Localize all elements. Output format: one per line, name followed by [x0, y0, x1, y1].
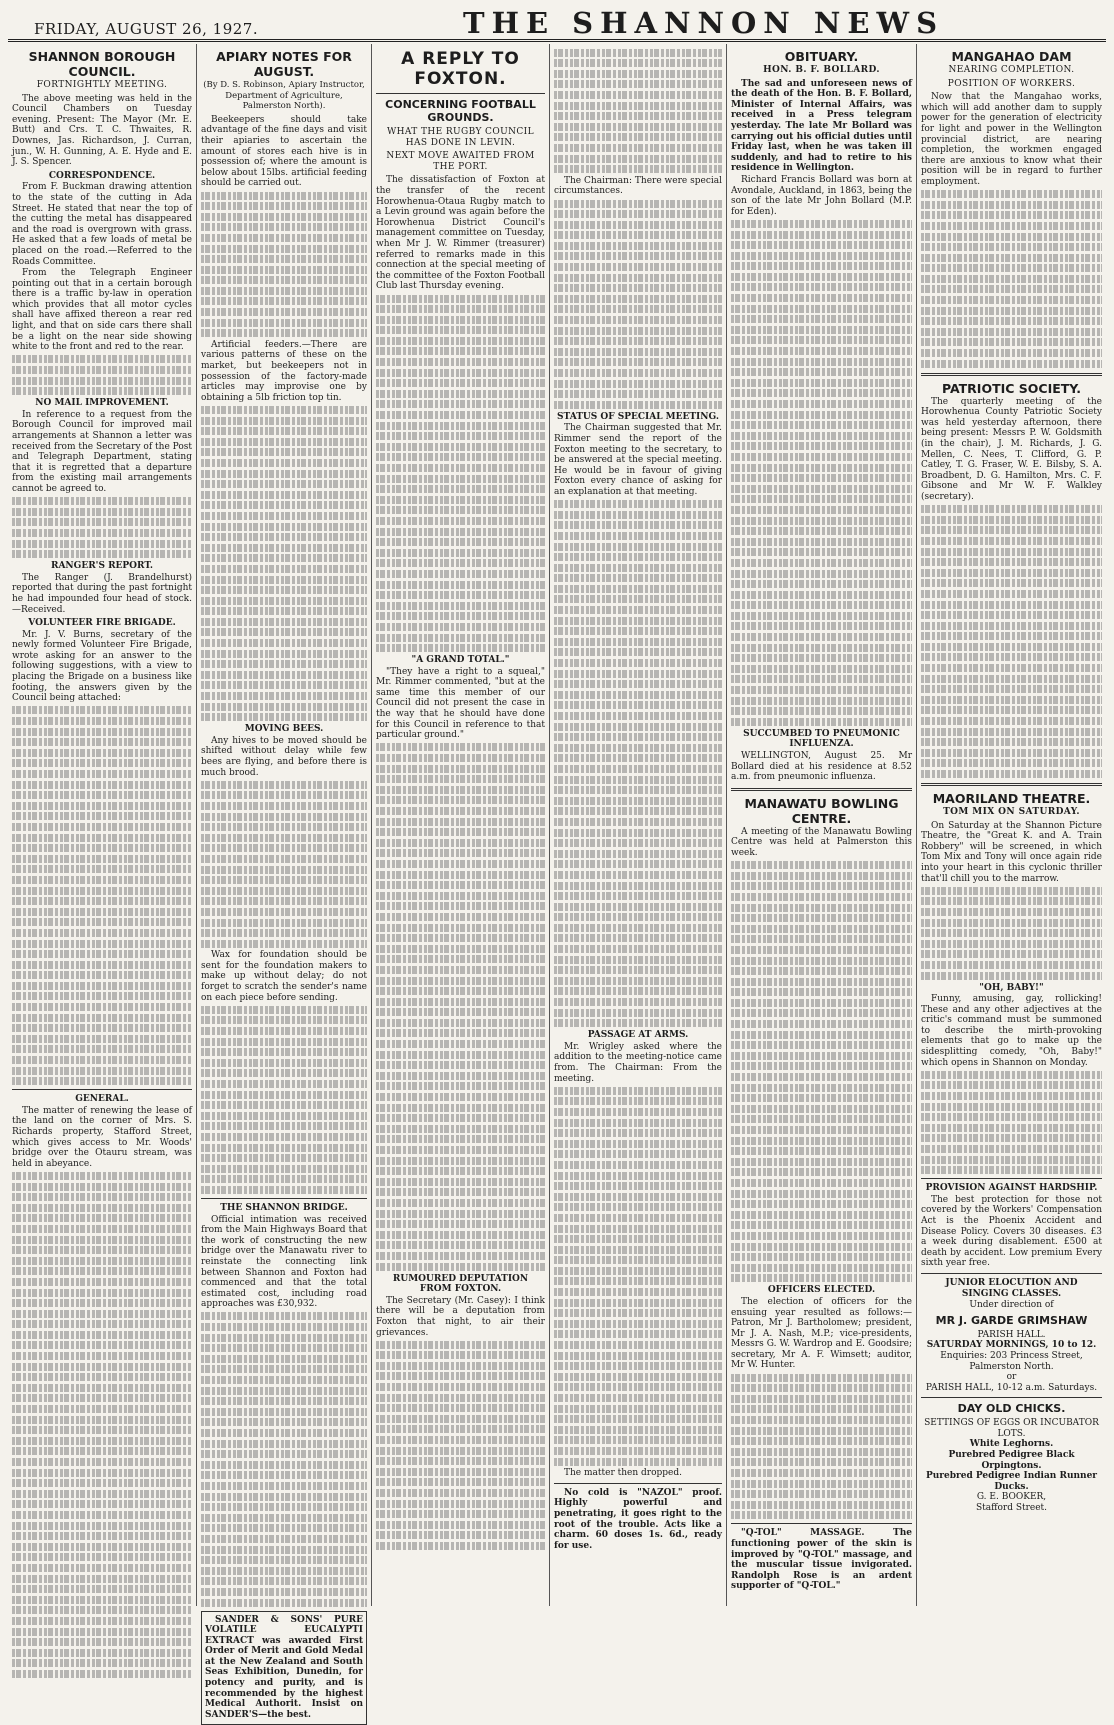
column-4	[549, 44, 726, 1606]
article-paragraph: Official intimation was received from the Main Highways Board that the work of constructing the new bridge over the Manawatu river to reinstate the connecting link between Shannon and Foxton had commenced and that the total estimated cost, including road approaches was £30,932.	[201, 1215, 367, 1310]
divider	[12, 1089, 192, 1090]
text-filler	[12, 355, 192, 395]
article-paragraph: Wax for foundation should be sent for the foundation makers to make up without delay; do not forget to scratch the sender's name on each piece before sending.	[201, 950, 367, 1003]
advertisement-text: SANDER & SONS' PURE VOLATILE EUCALYPTI EXTRACT was awarded First Order of Merit and Gold Medal at the New Zealand and South Seas Exhibition, Dunedin, for potency and purity, and is recommended by the highest Medical Authorit. Insist on SANDER'S—the best.	[205, 1615, 363, 1721]
text-filler	[731, 861, 912, 1282]
text-filler	[921, 887, 1102, 980]
advertisement-text: Stafford Street.	[921, 1503, 1102, 1514]
article-paragraph: The sad and unforeseen news of the death of the Hon. B. F. Bollard, Minister of Internal Affairs, was received in a Press telegram yesterday. The late Mr Bollard was carrying out his official duties until Friday last, when he was taken ill suddenly, and had to retire to his residence in Wellington.	[731, 79, 912, 174]
advertisement-text: PARISH HALL.	[921, 1330, 1102, 1341]
section-heading: VOLUNTEER FIRE BRIGADE.	[12, 618, 192, 629]
divider	[731, 788, 912, 791]
advertisement-text: White Leghorns.	[921, 1439, 1102, 1450]
text-filler	[12, 706, 192, 1085]
section-heading: "A GRAND TOTAL."	[376, 655, 545, 666]
text-filler	[921, 1071, 1102, 1174]
article-paragraph: Now that the Mangahao works, which will add another dam to supply power for the generation of electricity for light and power in the Wellington provincial district, are nearing completion, the workmen engaged there are anxious to know what their position will be in regard to further employment.	[921, 92, 1102, 187]
text-filler	[554, 200, 722, 409]
article-paragraph: WELLINGTON, August 25. Mr Bollard died at his residence at 8.52 a.m. from pneumonic influenza.	[731, 751, 912, 783]
article-paragraph: In reference to a request from the Borough Council for improved mail arrangements at Shannon a letter was received from the Secretary of the Post and Telegraph Department, stating that it is regretted that a departure from the existing mail arrangements cannot be agreed to.	[12, 410, 192, 495]
article-heading: MAORILAND THEATRE.	[921, 791, 1102, 806]
article-paragraph: A meeting of the Manawatu Bowling Centre was held at Palmerston this week.	[731, 827, 912, 859]
article-heading: PATRIOTIC SOCIETY.	[921, 381, 1102, 396]
section-heading: PASSAGE AT ARMS.	[554, 1030, 722, 1041]
masthead	[8, 6, 1106, 42]
divider	[921, 1397, 1102, 1398]
advertisement-text: No cold is "NAZOL" proof. Highly powerful and penetrating, it goes right to the root of the trouble. Acts like a charm. 60 doses 1s. 6d., ready for use.	[554, 1488, 722, 1552]
text-filler	[201, 192, 367, 338]
article-paragraph: The matter then dropped.	[554, 1468, 722, 1479]
column-3	[371, 44, 549, 1606]
newspaper-title: THE SHANNON NEWS	[463, 6, 944, 40]
article-paragraph: The matter of renewing the lease of the land on the corner of Mrs. S. Richards property, Stafford Street, which gives access to Mr. Woods' bridge over the Otauru stream, was held in abeyance.	[12, 1106, 192, 1170]
article-subheading: HON. B. F. BOLLARD.	[731, 65, 912, 76]
advertisement	[201, 1611, 367, 1725]
article-heading: A REPLY TO FOXTON.	[376, 49, 545, 89]
article-paragraph: The Secretary (Mr. Casey): I think there will be a deputation from Foxton that night, to air their grievances.	[376, 1296, 545, 1338]
advertisement-name: MR J. GARDE GRIMSHAW	[921, 1314, 1102, 1327]
article-paragraph: On Saturday at the Shannon Picture Theatre, the "Great K. and A. Train Robbery" will be screened, in which Tom Mix and Tony will once again ride into your heart in this cyclonic thriller that'll chill you to the marrow.	[921, 821, 1102, 885]
article-paragraph: Richard Francis Bollard was born at Avondale, Auckland, in 1863, being the son of the late Mr John Bollard (M.P. for Eden).	[731, 175, 912, 217]
article-paragraph: From the Telegraph Engineer pointing out that in a certain borough there is a traffic by-law in operation which provides that all motor cycles shall have affixed thereon a rear red light, and that on side cars there shall be a light on the near side showing white to the front and red to the rear.	[12, 268, 192, 353]
article-paragraph: Mr. Wrigley asked where the addition to the meeting-notice came from. The Chairman: From the meeting.	[554, 1042, 722, 1084]
article-deck: POSITION OF WORKERS.	[921, 79, 1102, 90]
article-paragraph: The Chairman: There were special circumstances.	[554, 176, 722, 197]
section-heading: OFFICERS ELECTED.	[731, 1285, 912, 1296]
advertisement-heading: JUNIOR ELOCUTION AND SINGING CLASSES.	[921, 1278, 1102, 1299]
article-paragraph: Mr. J. V. Burns, secretary of the newly formed Volunteer Fire Brigade, wrote asking for an answer to the following suggestions, with a view to placing the Brigade on a business like footing, the answers given by the Council being attached:	[12, 630, 192, 704]
advertisement-text: SETTINGS OF EGGS OR INCUBATOR LOTS.	[921, 1418, 1102, 1439]
article-paragraph: Funny, amusing, gay, rollicking! These and any other adjectives at the critic's command must be summoned to describe the mirth-provoking elements that go to make up the sidesplitting comedy, "Oh, Baby!" which opens in Shannon on Monday.	[921, 994, 1102, 1068]
advertisement-heading: PROVISION AGAINST HARDSHIP.	[921, 1183, 1102, 1194]
column-6	[916, 44, 1106, 1606]
section-heading: GENERAL.	[12, 1094, 192, 1105]
article-paragraph: The Ranger (J. Brandelhurst) reported that during the past fortnight he had impounded four head of stock.—Received.	[12, 573, 192, 615]
article-subheading: CONCERNING FOOTBALL GROUNDS.	[376, 98, 545, 124]
advertisement-text: or	[921, 1372, 1102, 1383]
text-filler	[12, 1172, 192, 1678]
section-heading: CORRESPONDENCE.	[12, 171, 192, 182]
advertisement-text: "Q-TOL" MASSAGE. The functioning power of the skin is improved by "Q-TOL" massage, and the muscular tissue invigorated. Randolph Rose is an ardent supporter of "Q-TOL."	[731, 1528, 912, 1592]
text-filler	[554, 49, 722, 174]
divider	[921, 1178, 1102, 1179]
section-heading: NO MAIL IMPROVEMENT.	[12, 398, 192, 409]
section-heading: "OH, BABY!"	[921, 983, 1102, 994]
advertisement-text: Enquiries: 203 Princess Street, Palmerston North.	[921, 1351, 1102, 1372]
advertisement-text: SATURDAY MORNINGS, 10 to 12.	[921, 1340, 1102, 1351]
article-heading: SHANNON BOROUGH COUNCIL.	[12, 49, 192, 79]
section-heading: MOVING BEES.	[201, 724, 367, 735]
article-deck: WHAT THE RUGBY COUNCIL HAS DONE IN LEVIN.	[376, 127, 545, 148]
text-filler	[921, 505, 1102, 778]
advertisement-text: Under direction of	[921, 1300, 1102, 1311]
article-byline: (By D. S. Robinson, Apiary Instructor, Department of Agriculture, Palmerston North).	[201, 80, 367, 112]
article-heading: OBITUARY.	[731, 49, 912, 64]
article-paragraph: The quarterly meeting of the Horowhenua County Patriotic Society was held yesterday afternoon, there being present: Messrs P. W. Goldsmith (in the chair), J. M. Richards, J. G. Mellen, C. Nees, T. Clifford, G. P. Catley, T. G. Fraser, W. E. Bilsby, S. A. Broadbent, D. G. Hamilton, Mrs. C. F. Gibsone and Mr W. F. Walkley (secretary).	[921, 397, 1102, 503]
text-filler	[376, 1341, 545, 1550]
text-filler	[201, 406, 367, 721]
section-heading: SUCCUMBED TO PNEUMONIC INFLUENZA.	[731, 729, 912, 750]
article-heading: MANAWATU BOWLING CENTRE.	[731, 796, 912, 826]
advertisement-text: PARISH HALL, 10-12 a.m. Saturdays.	[921, 1383, 1102, 1394]
article-paragraph: From F. Buckman drawing attention to the state of the cutting in Ada Street. He stated that near the top of the cutting the metal has disappeared and the road is overgrown with grass. He asked that a few loads of metal be placed on the road.—Referred to the Roads Committee.	[12, 182, 192, 267]
article-heading: MANGAHAO DAM	[921, 49, 1102, 64]
article-paragraph: The election of officers for the ensuing year resulted as follows:—Patron, Mr J. Bartholomew; president, Mr J. A. Nash, M.P.; vice-presidents, Messrs G. W. Wardrop and E. Goodsire; secretary, Mr A. F. Wimsett; auditor, Mr W. Hunter.	[731, 1297, 912, 1371]
divider	[201, 1198, 367, 1199]
text-filler	[201, 1006, 367, 1194]
article-subheading: FORTNIGHTLY MEETING.	[12, 80, 192, 91]
article-paragraph: The Chairman suggested that Mr. Rimmer send the report of the Foxton meeting to the secretary, to be answered at the special meeting. He would be in favour of giving Foxton every chance of asking for an explanation at that meeting.	[554, 423, 722, 497]
section-heading: RUMOURED DEPUTATION FROM FOXTON.	[376, 1274, 545, 1295]
divider	[376, 93, 545, 94]
article-paragraph: The dissatisfaction of Foxton at the transfer of the recent Horowhenua-Otaua Rugby match to a Levin ground was again before the Horowhenua District Council's management committee on Tuesday, when Mr J. W. Rimmer (treasurer) referred to remarks made in this connection at the special meeting of the committee of the Foxton Football Club last Thursday evening.	[376, 175, 545, 292]
newspaper-page	[8, 44, 1106, 1606]
issue-date: FRIDAY, AUGUST 26, 1927.	[34, 20, 258, 38]
divider	[731, 1523, 912, 1524]
article-subheading: NEARING COMPLETION.	[921, 65, 1102, 76]
article-deck: NEXT MOVE AWAITED FROM THE PORT.	[376, 151, 545, 172]
advertisement-text: G. E. BOOKER,	[921, 1492, 1102, 1503]
text-filler	[201, 781, 367, 948]
article-paragraph: Artificial feeders.—There are various patterns of these on the market, but beekeepers not in possession of the factory-made articles may improvise one by obtaining a 5lb friction top tin.	[201, 340, 367, 404]
advertisement-text: Purebred Pedigree Black Orpingtons.	[921, 1450, 1102, 1471]
article-paragraph: "They have a right to a squeal," Mr. Rimmer commented, "but at the same time this member of our Council did not present the case in the way that he should have done for this Council in reference to that particular ground."	[376, 667, 545, 741]
section-heading: THE SHANNON BRIDGE.	[201, 1203, 367, 1214]
text-filler	[201, 1312, 367, 1606]
article-subheading: TOM MIX ON SATURDAY.	[921, 807, 1102, 818]
article-paragraph: Beekeepers should take advantage of the fine days and visit their apiaries to ascertain the amount of stores each hive is in possession of; where the amount is below about 15lbs. artificial feeding should be carried out.	[201, 115, 367, 189]
column-5	[726, 44, 916, 1606]
text-filler	[554, 1087, 722, 1466]
divider	[554, 1483, 722, 1484]
text-filler	[376, 743, 545, 1270]
column-2	[196, 44, 371, 1606]
article-paragraph: Any hives to be moved should be shifted without delay while few bees are flying, and before there is much brood.	[201, 736, 367, 778]
advertisement-text: Purebred Pedigree Indian Runner Ducks.	[921, 1471, 1102, 1492]
text-filler	[376, 295, 545, 653]
divider	[921, 783, 1102, 786]
text-filler	[554, 500, 722, 1027]
text-filler	[921, 190, 1102, 368]
section-heading: STATUS OF SPECIAL MEETING.	[554, 412, 722, 423]
text-filler	[731, 220, 912, 726]
advertisement-heading: DAY OLD CHICKS.	[921, 1402, 1102, 1415]
article-paragraph: The above meeting was held in the Council Chambers on Tuesday evening. Present: The Mayor (Mr. E. Butt) and Crs. T. C. Thwaites, R. Downes, Jas. Richardson, J. Curran, jun., W. H. Gunning, A. E. Hyde and E. J. S. Spencer.	[12, 94, 192, 168]
section-heading: RANGER'S REPORT.	[12, 561, 192, 572]
advertisement-text: The best protection for those not covered by the Workers' Compensation Act is the Phoenix Accident and Disease Policy. Covers 30 diseases. £3 a week during disablement. £500 at death by accident. Low premium Every sixth year free.	[921, 1195, 1102, 1269]
column-1	[8, 44, 196, 1606]
text-filler	[731, 1374, 912, 1520]
text-filler	[12, 497, 192, 558]
divider	[921, 1273, 1102, 1274]
article-heading: APIARY NOTES FOR AUGUST.	[201, 49, 367, 79]
divider	[921, 373, 1102, 376]
